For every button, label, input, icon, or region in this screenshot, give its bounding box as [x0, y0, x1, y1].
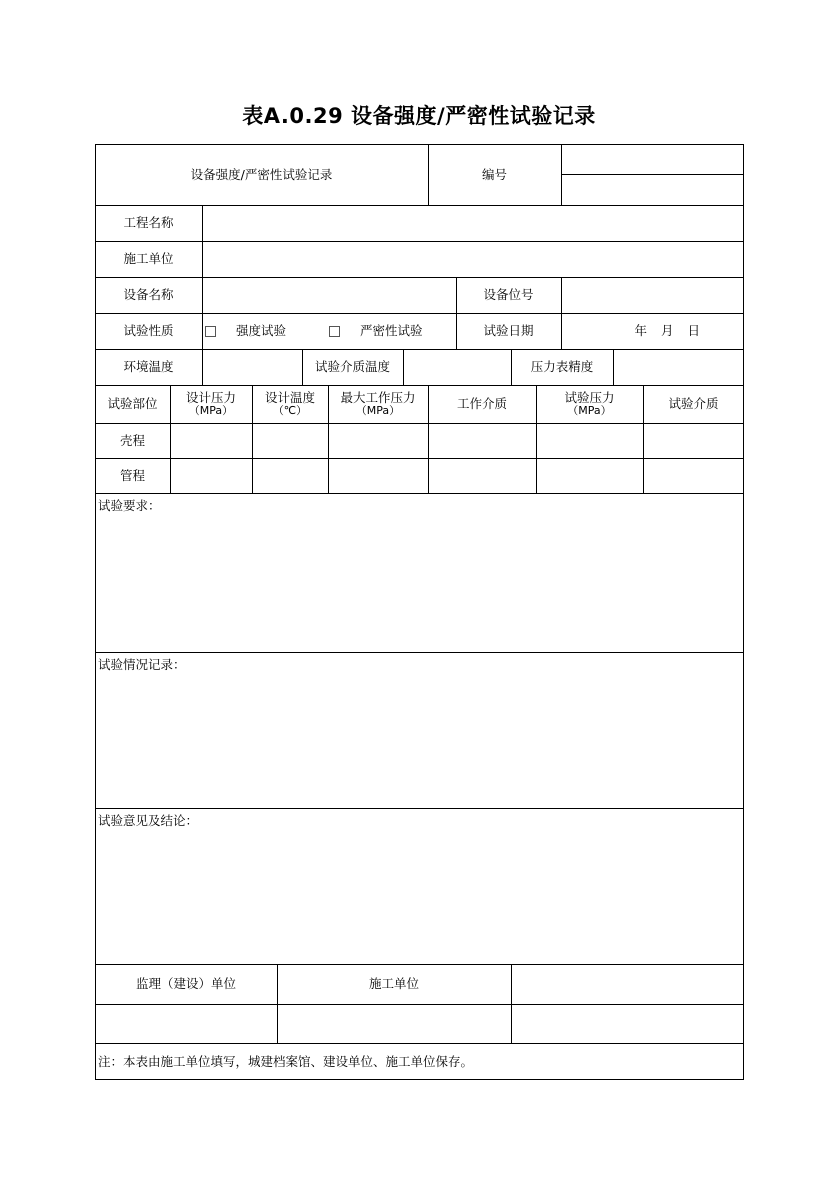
- col-header-test-medium: 试验介质: [668, 396, 719, 412]
- design-temp-label: 设计温度: [264, 390, 315, 406]
- col-header-part: 试验部位: [107, 396, 158, 412]
- form-name: 设备强度/严密性试验记录: [190, 166, 333, 182]
- test-pressure-label: 试验压力: [564, 390, 615, 406]
- ambient-temp-field[interactable]: [202, 349, 302, 385]
- supervision-signature-field[interactable]: [95, 1004, 277, 1043]
- gauge-accuracy-field[interactable]: [613, 349, 744, 385]
- tightness-test-checkbox[interactable]: [329, 326, 340, 337]
- row-label-shell: 壳程: [119, 432, 145, 448]
- tube-design-temp-field[interactable]: [252, 458, 328, 493]
- shell-design-temp-field[interactable]: [252, 423, 328, 458]
- tightness-test-label: 严密性试验: [360, 323, 423, 339]
- row-label-tube: 管程: [119, 467, 145, 483]
- number-field-1[interactable]: [561, 144, 744, 174]
- strength-test-label: 强度试验: [236, 323, 287, 339]
- shell-design-pressure-field[interactable]: [170, 423, 252, 458]
- equipment-name-label: 设备名称: [123, 287, 174, 303]
- tube-test-medium-field[interactable]: [643, 458, 744, 493]
- equipment-position-field[interactable]: [561, 277, 744, 313]
- medium-temp-field[interactable]: [403, 349, 511, 385]
- tube-max-pressure-field[interactable]: [328, 458, 428, 493]
- design-temp-unit: （℃）: [272, 403, 308, 417]
- test-date-field[interactable]: [561, 313, 744, 349]
- max-pressure-label: 最大工作压力: [340, 390, 416, 406]
- gauge-accuracy-label: 压力表精度: [530, 359, 594, 375]
- shell-test-pressure-field[interactable]: [536, 423, 643, 458]
- conclusion-section[interactable]: [95, 808, 744, 964]
- date-month: 月: [660, 323, 674, 339]
- design-pressure-label: 设计压力: [185, 390, 236, 406]
- signature-blank-header: [511, 964, 744, 1004]
- tube-work-medium-field[interactable]: [428, 458, 536, 493]
- supervision-unit-label: 监理（建设）单位: [135, 976, 236, 992]
- strength-test-checkbox[interactable]: [205, 326, 216, 337]
- col-header-design-pressure: [170, 385, 252, 423]
- date-day: 日: [687, 323, 700, 339]
- requirements-label: 试验要求：: [98, 498, 161, 513]
- number-label: 编号: [481, 166, 507, 182]
- equipment-position-label: 设备位号: [483, 287, 534, 303]
- equipment-name-field[interactable]: [202, 277, 456, 313]
- signature-construction-unit-label: 施工单位: [368, 976, 419, 992]
- tube-design-pressure-field[interactable]: [170, 458, 252, 493]
- page-title: 表A.0.29 设备强度/严密性试验记录: [242, 104, 596, 128]
- shell-test-medium-field[interactable]: [643, 423, 744, 458]
- construction-unit-label: 施工单位: [123, 251, 174, 267]
- project-name-label: 工程名称: [123, 215, 174, 231]
- number-field-2[interactable]: [561, 174, 744, 205]
- record-label: 试验情况记录：: [98, 657, 186, 672]
- ambient-temp-label: 环境温度: [123, 359, 174, 375]
- col-header-test-pressure: [536, 385, 643, 423]
- record-section[interactable]: [95, 652, 744, 808]
- col-header-work-medium: 工作介质: [456, 396, 507, 412]
- requirements-section[interactable]: [95, 493, 744, 652]
- extra-signature-field[interactable]: [511, 1004, 744, 1043]
- medium-temp-label: 试验介质温度: [314, 359, 390, 375]
- test-date-label: 试验日期: [483, 323, 534, 339]
- test-pressure-unit: （MPa）: [567, 403, 612, 417]
- col-header-max-pressure: [328, 385, 428, 423]
- test-nature-options: [202, 313, 456, 349]
- test-nature-label: 试验性质: [123, 323, 174, 339]
- footnote: 注：本表由施工单位填写，城建档案馆、建设单位、施工单位保存。: [98, 1053, 474, 1069]
- max-pressure-unit: （MPa）: [355, 403, 401, 417]
- date-year: 年: [634, 323, 647, 339]
- project-name-field[interactable]: [202, 205, 744, 241]
- tube-test-pressure-field[interactable]: [536, 458, 643, 493]
- shell-max-pressure-field[interactable]: [328, 423, 428, 458]
- shell-work-medium-field[interactable]: [428, 423, 536, 458]
- construction-unit-field[interactable]: [202, 241, 744, 277]
- conclusion-label: 试验意见及结论：: [98, 813, 199, 828]
- col-header-design-temp: [252, 385, 328, 423]
- construction-signature-field[interactable]: [277, 1004, 511, 1043]
- design-pressure-unit: （MPa）: [188, 403, 234, 417]
